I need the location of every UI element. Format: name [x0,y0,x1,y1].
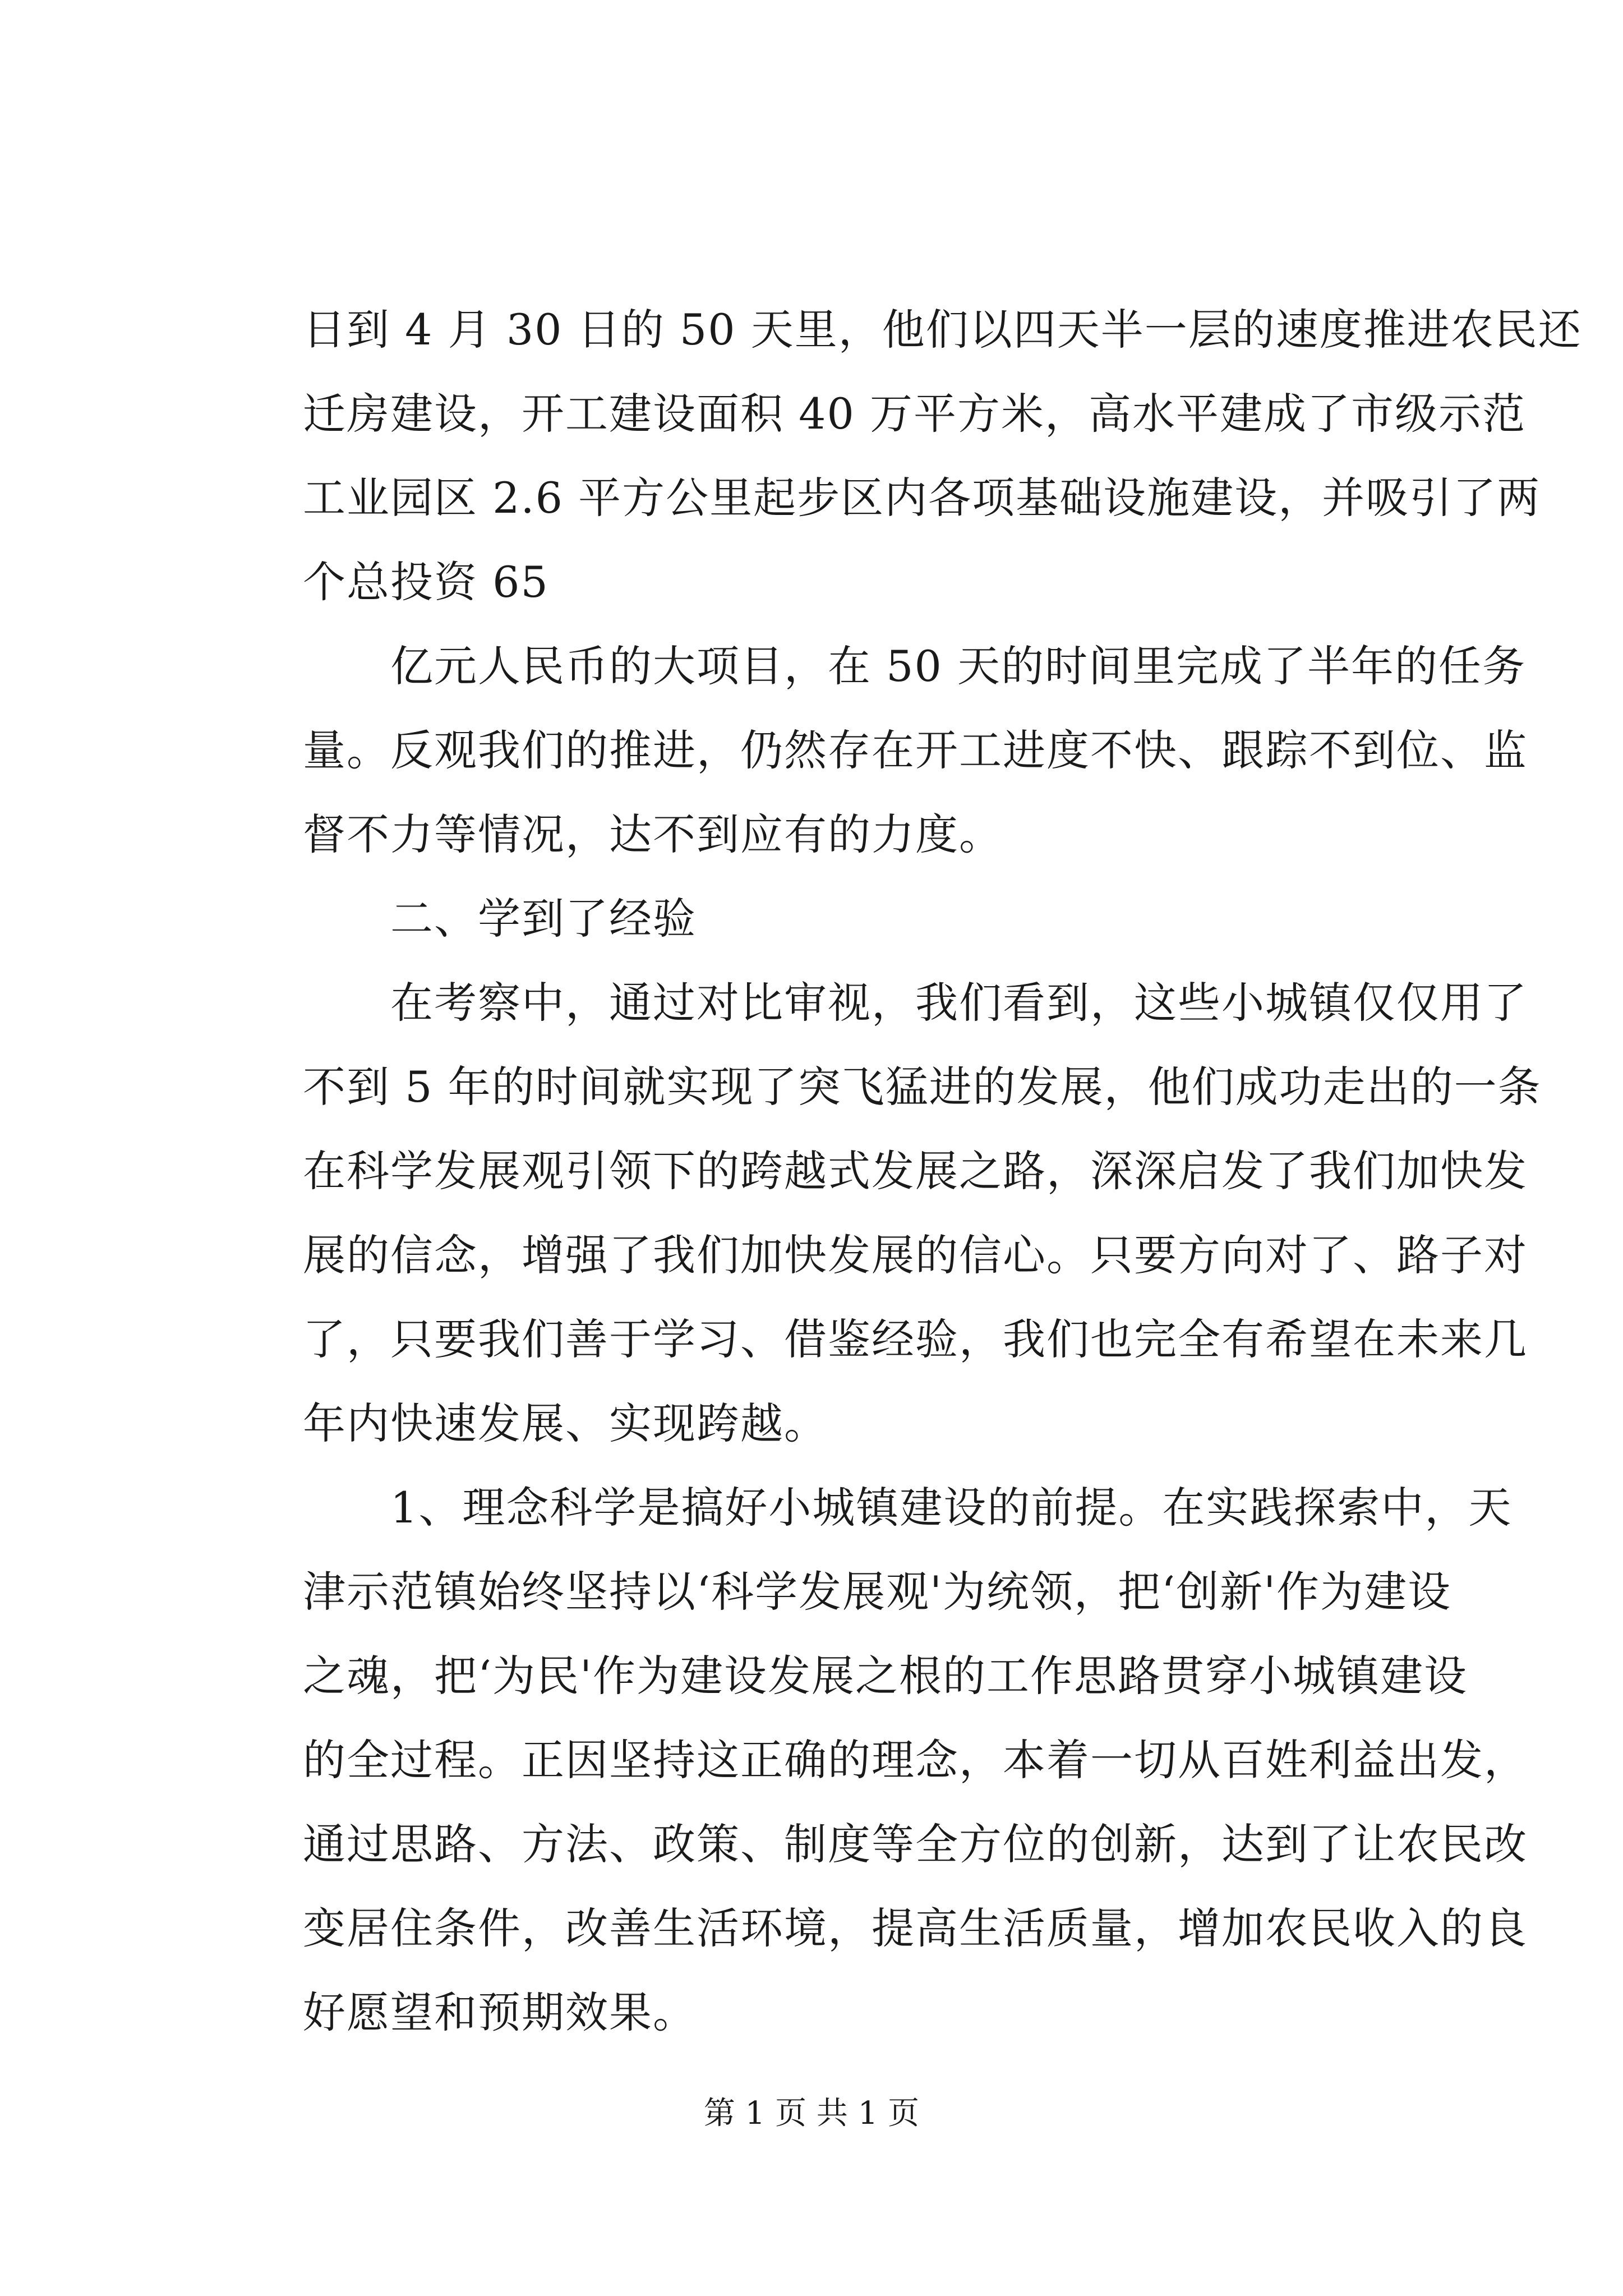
text-line: 好愿望和预期效果。 [303,1987,697,2037]
text-line: 工业园区 2.6 平方公里起步区内各项基础设施建设，并吸引了两 [303,473,1541,523]
text-line: 的全过程。正因坚持这正确的理念，本着一切从百姓利益出发， [303,1735,1528,1785]
text-line: 变居住条件，改善生活环境，提高生活质量，增加农民收入的良 [303,1903,1528,1953]
text-line: 1、理念科学是搞好小城镇建设的前提。在实践探索中，天 [303,1483,1513,1533]
text-line: 不到 5 年的时间就实现了突飞猛进的发展，他们成功走出的一条 [303,1062,1542,1112]
text-line: 量。反观我们的推进，仍然存在开工进度不快、跟踪不到位、监 [303,725,1528,775]
text-line: 之魂，把‘为民'作为建设发展之根的工作思路贯穿小城镇建设 [303,1651,1468,1701]
text-line: 日到 4 月 30 日的 50 天里，他们以四天半一层的速度推进农民还 [303,305,1582,355]
text-line: 年内快速发展、实现跨越。 [303,1398,828,1448]
text-line: 在科学发展观引领下的跨越式发展之路，深深启发了我们加快发 [303,1146,1528,1196]
text-line: 迁房建设，开工建设面积 40 万平方米，高水平建成了市级示范 [303,389,1527,439]
text-line: 个总投资 65 [303,557,549,607]
text-line: 督不力等情况，达不到应有的力度。 [303,809,1003,859]
page-footer: 第 1 页 共 1 页 [703,2095,920,2132]
text-line: 了，只要我们善于学习、借鉴经验，我们也完全有希望在未来几 [303,1314,1528,1364]
text-line: 在考察中，通过对比审视，我们看到，这些小城镇仅仅用了 [303,978,1528,1028]
section-heading: 二、学到了经验 [303,894,697,944]
text-line: 津示范镇始终坚持以‘科学发展观'为统领，把‘创新'作为建设 [303,1567,1452,1617]
text-line: 通过思路、方法、政策、制度等全方位的创新，达到了让农民改 [303,1819,1528,1869]
text-line: 展的信念，增强了我们加快发展的信心。只要方向对了、路子对 [303,1230,1528,1280]
text-line: 亿元人民币的大项目，在 50 天的时间里完成了半年的任务 [303,641,1527,691]
